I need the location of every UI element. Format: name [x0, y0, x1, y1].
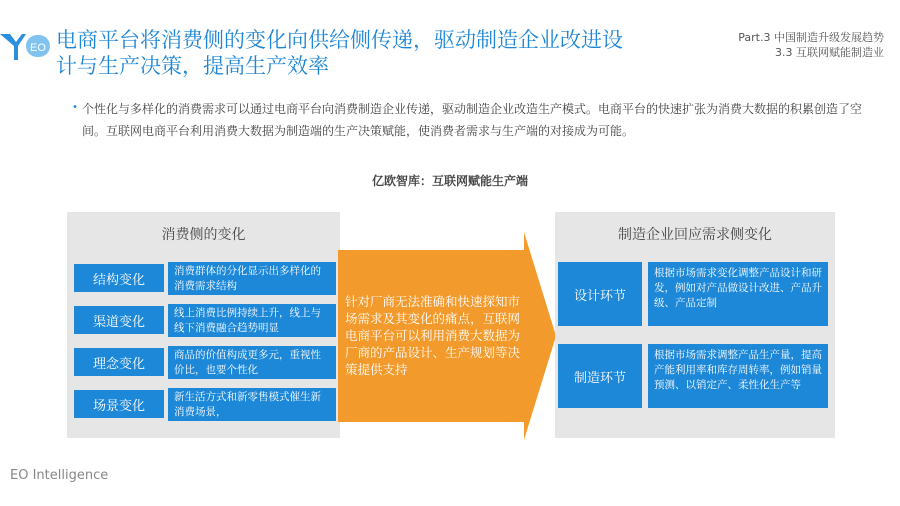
- bullet-icon: •: [72, 102, 78, 113]
- tag-scenario: 场景变化: [74, 390, 164, 418]
- manufacturer-panel-title: 制造企业回应需求侧变化: [618, 227, 772, 243]
- footer-brand: EO Intelligence: [10, 468, 109, 483]
- arrow-text: 针对厂商无法准确和快速探知市场需求及其变化的痛点，互联网电商平台可以利用消费大数据为厂商的产品设计、生产规划等决策提供支持: [345, 294, 521, 377]
- desc-concept: 商品的价值构成更多元，重视性价比，也要个性化: [168, 346, 336, 379]
- part-label: Part.3 中国制造升级发展趋势: [738, 31, 884, 44]
- tag-channel: 渠道变化: [74, 306, 164, 334]
- manufacturer-panel: [555, 212, 835, 438]
- section-label: [738, 30, 884, 60]
- consumer-panel-title: 消费侧的变化: [161, 227, 246, 243]
- eo-logo-icon: [0, 30, 52, 62]
- title-line-2: 计与生产决策，提高生产效率: [56, 54, 329, 78]
- subsection-label: 3.3 互联网赋能制造业: [775, 46, 884, 59]
- tag-manufacturing: 制造环节: [558, 344, 642, 408]
- figure-caption: 亿欧智库：互联网赋能生产端: [371, 174, 528, 188]
- desc-channel: 线上消费比例持续上升，线上与线下消费融合趋势明显: [168, 304, 336, 337]
- svg-text:EO: EO: [30, 42, 46, 54]
- tag-design: 设计环节: [558, 262, 642, 326]
- consumer-side-panel: [67, 212, 340, 438]
- intro-paragraph: 个性化与多样化的消费需求可以通过电商平台向消费制造企业传递，驱动制造企业改造生产模式。电商平台的快速扩张为消费大数据的积累创造了空间。互联网电商平台利用消费大数据为制造端的生产决策赋能，使消费者需求与生产端的对接成为可能。: [82, 102, 863, 138]
- desc-structure: 消费群体的分化显示出多样化的消费需求结构: [168, 262, 336, 295]
- desc-scenario: 新生活方式和新零售模式催生新消费场景，: [168, 388, 336, 421]
- title-line-1: 电商平台将消费侧的变化向供给侧传递，驱动制造企业改进设: [56, 28, 623, 52]
- desc-manufacturing: 根据市场需求调整产品生产量，提高产能利用率和库存周转率，例如销量预测、以销定产、柔性化生产等: [648, 344, 828, 408]
- desc-design: 根据市场需求变化调整产品设计和研发，例如对产品做设计改进、产品升级、产品定制: [648, 262, 828, 326]
- tag-concept: 理念变化: [74, 348, 164, 376]
- page-title: [56, 27, 696, 79]
- tag-structure: 结构变化: [74, 264, 164, 292]
